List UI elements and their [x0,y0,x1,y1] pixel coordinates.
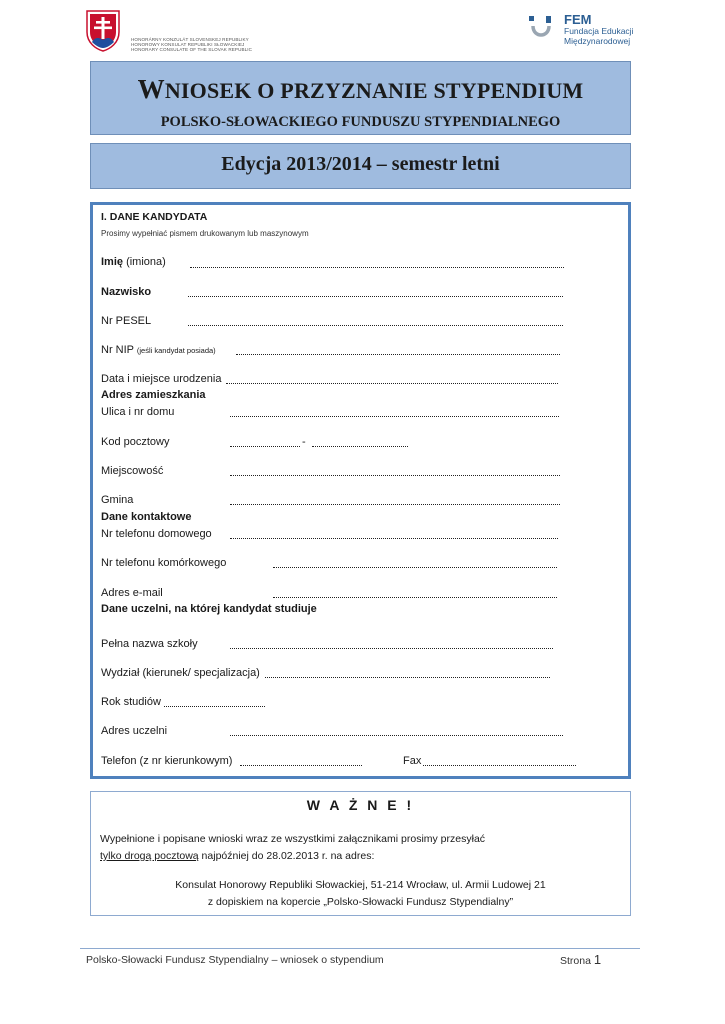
last-name-label: Nazwisko [101,286,152,298]
page-title [91,74,630,105]
address-heading: Adres zamieszkania [101,389,206,401]
title-rest: NIOSEK O PRZYZNANIE STYPENDIUM [164,78,584,103]
fem-subtitle-line2: Międzynarodowej [564,35,631,46]
phone-area-label: Telefon (z nr kierunkowym) [101,755,233,767]
university-address-field[interactable] [230,735,563,736]
commune-label: Gmina [101,494,134,506]
consulate-line-sk: HONORÁRNY KONZULÁT SLOVENSKEJ REPUBLIKY [131,37,249,42]
candidate-form [90,202,631,779]
faculty-label: Wydział (kierunek/ specjalizacja) [101,667,260,679]
home-phone-field[interactable] [230,538,558,539]
commune-field[interactable] [230,504,560,505]
postal-field-1[interactable] [230,446,300,447]
important-line-2: tylko drogą pocztową najpóźniej do 28.02.2013 r. na adres: [100,850,375,862]
section-note: Prosimy wypełniać pismem drukowanym lub maszynowym [101,229,309,238]
footer-text: Polsko-Słowacki Fundusz Stypendialny – wniosek o stypendium [86,954,384,966]
fem-logo-icon [528,14,554,44]
section-title: I. DANE KANDYDATA [101,211,208,223]
nip-field[interactable] [236,354,560,355]
mobile-phone-field[interactable] [273,567,557,568]
slovak-coat-of-arms-icon [86,10,120,52]
important-title: W A Ż N E ! [306,797,415,813]
consulate-line-en: HONORARY CONSULATE OF THE SLOVAK REPUBLIC [131,47,253,53]
birth-field[interactable] [226,383,558,384]
university-address-label: Adres uczelni [101,725,168,737]
mobile-phone-label: Nr telefonu komórkowego [101,557,227,569]
consulate-line-pl: HONOROWY KONSULAT REPUBLIKI SŁOWACKIEJ [131,42,245,48]
postal-field-2[interactable] [312,446,408,447]
email-label: Adres e-mail [101,587,163,599]
birth-label: Data i miejsce urodzenia [101,373,222,385]
postal-label: Kod pocztowy [101,436,170,448]
pesel-label: Nr PESEL [101,315,152,327]
pesel-field[interactable] [188,325,563,326]
postal-separator: - [302,436,306,448]
school-name-field[interactable] [230,648,553,649]
study-year-label: Rok studiów [101,696,161,708]
faculty-field[interactable] [265,677,550,678]
title-initial: W [137,74,165,104]
school-name-label: Pełna nazwa szkoły [101,638,198,650]
nip-label: Nr NIP (jeśli kandydat posiada) [101,344,216,356]
fem-name: FEM [564,12,592,27]
home-phone-label: Nr telefonu domowego [101,528,212,540]
street-field[interactable] [230,416,559,417]
university-heading: Dane uczelni, na której kandydat studiuje [101,603,317,615]
first-name-field[interactable] [190,267,564,268]
page-subtitle: POLSKO-SŁOWACKIEGO FUNDUSZU STYPENDIALNEGO [160,114,561,130]
city-field[interactable] [230,475,560,476]
first-name-label: Imię (imiona) [101,256,166,268]
edition-title: Edycja 2013/2014 – semestr letni [221,153,500,175]
title-box [90,61,631,135]
consulate-text [131,37,252,53]
important-emphasis: tylko drogą pocztową [100,850,199,862]
fem-subtitle-line1: Fundacja Edukacji [564,26,634,36]
page-number: Strona 1 [560,952,602,967]
fax-label: Fax [403,755,422,767]
last-name-field[interactable] [188,296,563,297]
phone-area-field[interactable] [240,765,362,766]
important-address-2: z dopiskiem na kopercie „Polsko-Słowacki Fundusz Stypendialny” [207,896,514,908]
important-line-1: Wypełnione i popisane wnioski wraz ze wszystkimi załącznikami prosimy przesyłać [100,833,486,845]
street-label: Ulica i nr domu [101,406,175,418]
study-year-field[interactable] [164,706,265,707]
city-label: Miejscowość [101,465,164,477]
contact-heading: Dane kontaktowe [101,511,192,523]
nip-note: (jeśli kandydat posiada) [136,346,216,355]
important-address-1: Konsulat Honorowy Republiki Słowackiej, 51-214 Wrocław, ul. Armii Ludowej 21 [175,879,546,891]
fax-field[interactable] [423,765,576,766]
footer-divider [80,948,640,949]
fem-subtitle [564,27,633,46]
email-field[interactable] [273,597,557,598]
edition-box [90,143,631,189]
